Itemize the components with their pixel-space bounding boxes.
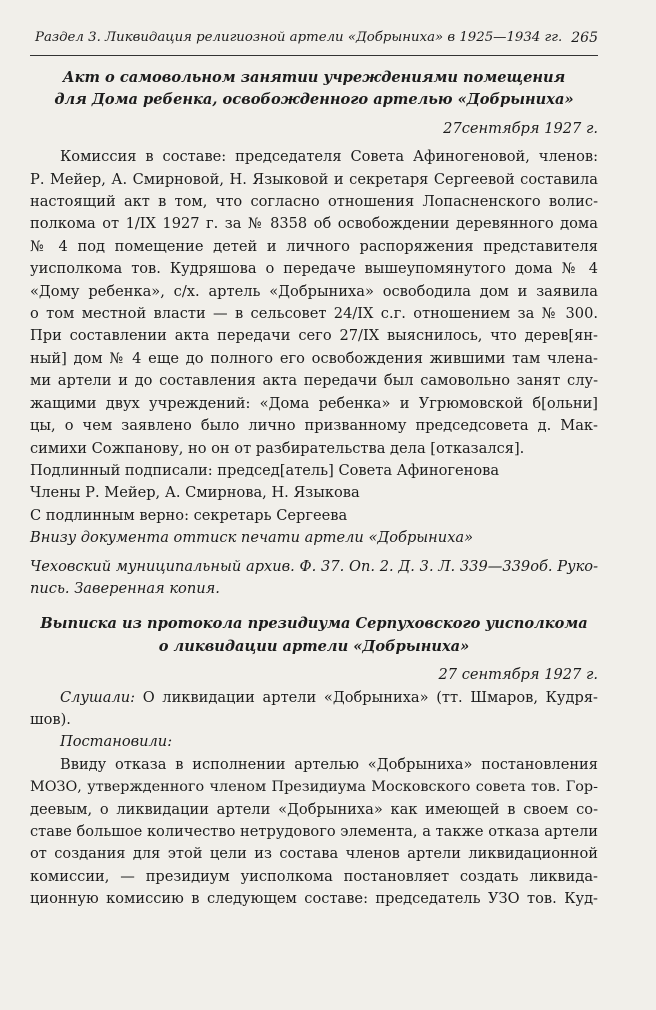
- body-line: полкома от 1/IX 1927 г. за № 8358 об освобождении деревянного дома: [30, 215, 598, 233]
- resolved-label: Постановили:: [60, 733, 173, 751]
- doc2-date: 27 сентября 1927 г.: [438, 666, 598, 684]
- heard-text: О ликвидации артели «Добрыниха» (тт. Шмаров, Кудря-: [135, 688, 598, 706]
- doc1-body: [30, 146, 598, 460]
- doc2-title-line: о ликвидации артели «Добрыниха»: [158, 637, 470, 655]
- body-line: ставе большое количество нетрудового элемента, а также отказа артели: [30, 823, 598, 840]
- body-line: Ввиду отказа в исполнении артелью «Добрыниха» постановления: [60, 755, 598, 773]
- archive-line: Чеховский муниципальный архив. Ф. 37. Оп. 2. Д. 3. Л. 339—339об. Руко-: [30, 557, 598, 575]
- signature-line: С подлинным верно: секретарь Сергеева: [30, 506, 348, 524]
- doc1-title-line: Акт о самовольном занятии учреждениями помещения: [62, 69, 566, 86]
- body-line: от создания для этой цели из состава членов артели ликвидационной: [30, 845, 598, 863]
- doc1-title-line: для Дома ребенка, освобожденного артелью «Добрыниха»: [54, 91, 574, 109]
- heard-label: Слушали:: [60, 688, 136, 706]
- stamp-note: Внизу документа оттиск печати артели «Добрыниха»: [30, 529, 474, 547]
- body-line: Комиссия в составе: председателя Совета Афиногеновой, членов:: [60, 148, 598, 166]
- doc2-title-line: Выписка из протокола президиума Серпуховского уисполкома: [40, 615, 588, 633]
- doc1-signatures: [30, 460, 598, 527]
- body-line: деевым, о ликвидации артели «Добрыниха» как имеющей в своем со-: [30, 800, 598, 818]
- body-line: жащими двух учреждений: «Дома ребенка» и Угрюмовской б[ольни]: [30, 394, 598, 412]
- body-line: симихи Сожпанову, но он от разбирательства дела [отказался].: [30, 439, 525, 457]
- body-line: уисполкома тов. Кудряшова о передаче вышеупомянутого дома № 4: [30, 260, 598, 278]
- body-line: ционную комиссию в следующем составе: председатель УЗО тов. Куд-: [30, 890, 598, 908]
- running-header: Раздел 3. Ликвидация религиозной артели «Добрыниха» в 1925—1934 гг.: [35, 30, 563, 45]
- body-line: МОЗО, утвержденного членом Президиума Московского совета тов. Гор-: [30, 779, 598, 796]
- page-number: 265: [571, 30, 598, 46]
- heard-line: [30, 687, 598, 709]
- signature-line: Члены Р. Мейер, А. Смирнова, Н. Языкова: [30, 484, 360, 502]
- document-act: [30, 67, 598, 600]
- heard-section: [30, 687, 598, 732]
- doc2-body: [30, 754, 598, 911]
- body-line: о том местной власти — в сельсовет 24/IX с.г. отношением за № 300.: [30, 305, 598, 323]
- body-line: Р. Мейер, А. Смирновой, Н. Языковой и секретаря Сергеевой составила: [30, 170, 598, 188]
- archive-reference: [30, 556, 598, 601]
- header-divider: [30, 55, 598, 56]
- doc1-date: 27сентября 1927 г.: [443, 119, 598, 137]
- body-line: ми артели и до составления акта передачи был самовольно занят слу-: [30, 372, 598, 390]
- body-line: ный] дом № 4 еще до полного его освобождения жившими там члена-: [30, 349, 598, 367]
- heard-line: шов).: [30, 710, 71, 728]
- body-line: «Дому ребенка», с/х. артель «Добрыниха» освободила дом и заявила: [30, 282, 598, 300]
- body-line: цы, о чем заявлено было лично призванному председсовета д. Мак-: [30, 417, 598, 435]
- signature-line: Подлинный подписали: председ[атель] Совета Афиногенова: [30, 461, 500, 479]
- page-content: [30, 67, 598, 911]
- body-line: № 4 под помещение детей и личного распоряжения представителя: [30, 237, 598, 255]
- body-line: При составлении акта передачи сего 27/IX выяснилось, что дерев[ян-: [30, 327, 598, 345]
- document-protocol-extract: [30, 613, 598, 910]
- archive-line: пись. Заверенная копия.: [30, 579, 220, 597]
- body-line: комиссии, — президиум уисполкома постановляет создать ликвида-: [30, 867, 598, 885]
- body-line: настоящий акт в том, что согласно отношения Лопасненского волис-: [30, 193, 598, 211]
